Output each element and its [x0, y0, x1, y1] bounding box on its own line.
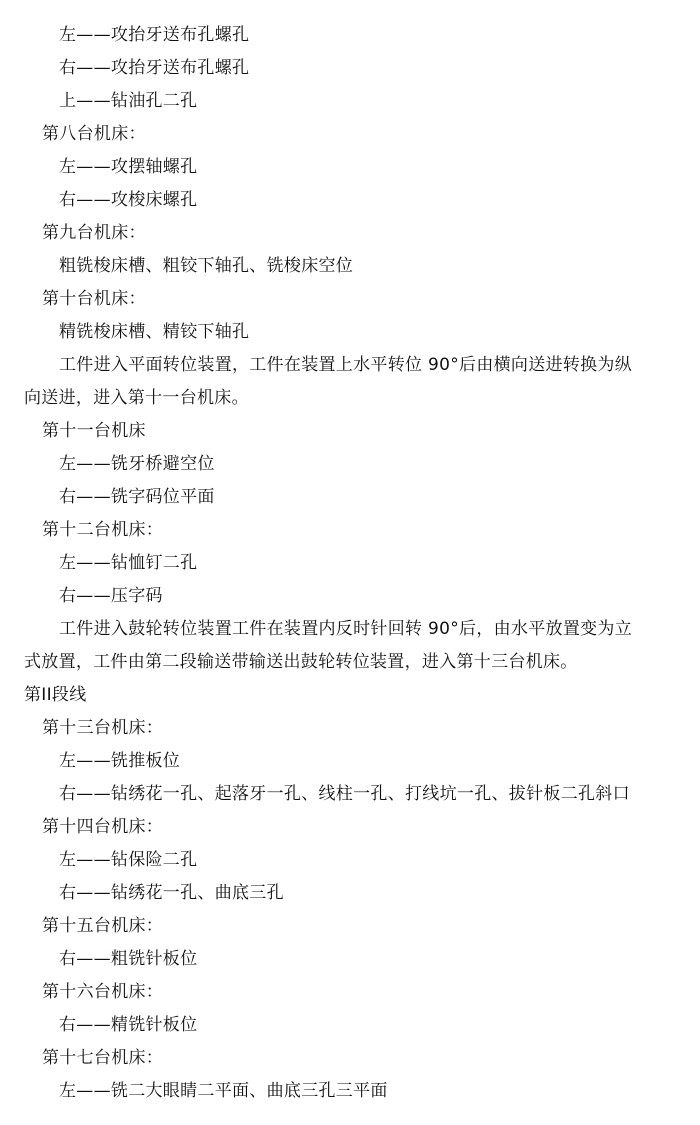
paragraph-line: 式放置，工件由第二段输送带输送出鼓轮转位装置，进入第十三台机床。: [24, 652, 578, 672]
paragraph-line: 工件进入鼓轮转位装置工件在装置内反时针回转 90°后，由水平放置变为立: [59, 619, 633, 639]
paragraph-line: 向送进，进入第十一台机床。: [24, 388, 249, 408]
section-heading: 第十二台机床：: [42, 520, 164, 540]
paragraph-line: 工件进入平面转位装置，工件在装置上水平转位 90°后由横向送进转换为纵: [59, 355, 633, 375]
text-line: 左——铣推板位: [59, 751, 181, 771]
section-heading: 第十六台机床：: [42, 982, 164, 1002]
text-line: 左——铣牙桥避空位: [59, 454, 215, 474]
section-heading: 第十一台机床: [42, 421, 146, 441]
text-line: 右——钻绣花一孔、曲底三孔: [59, 883, 284, 903]
section-heading: 第十七台机床：: [42, 1048, 164, 1068]
text-line: 左——攻抬牙送布孔螺孔: [59, 25, 250, 45]
text-line: 左——攻摆轴螺孔: [59, 157, 198, 177]
part-heading: 第II段线: [24, 685, 87, 705]
text-line: 左——铣二大眼睛二平面、曲底三孔三平面: [59, 1081, 388, 1101]
text-line: 右——攻抬牙送布孔螺孔: [59, 58, 250, 78]
section-heading: 第十台机床：: [42, 289, 146, 309]
text-line: 右——精铣针板位: [59, 1015, 198, 1035]
text-line: 精铣梭床槽、精铰下轴孔: [59, 322, 250, 342]
text-line: 左——钻恤钉二孔: [59, 553, 198, 573]
section-heading: 第八台机床：: [42, 124, 146, 144]
text-line: 左——钻保险二孔: [59, 850, 198, 870]
section-heading: 第十四台机床：: [42, 817, 164, 837]
text-line: 上——钻油孔二孔: [59, 91, 198, 111]
text-line: 右——铣字码位平面: [59, 487, 215, 507]
text-line: 右——粗铣针板位: [59, 949, 198, 969]
text-line: 右——压字码: [59, 586, 163, 606]
text-line: 右——攻梭床螺孔: [59, 190, 198, 210]
text-line: 粗铣梭床槽、粗铰下轴孔、铣梭床空位: [59, 256, 354, 276]
section-heading: 第十三台机床：: [42, 718, 164, 738]
section-heading: 第九台机床：: [42, 223, 146, 243]
section-heading: 第十五台机床：: [42, 916, 164, 936]
text-line: 右——钻绣花一孔、起落牙一孔、线柱一孔、打线坑一孔、拔针板二孔斜口: [59, 784, 630, 804]
